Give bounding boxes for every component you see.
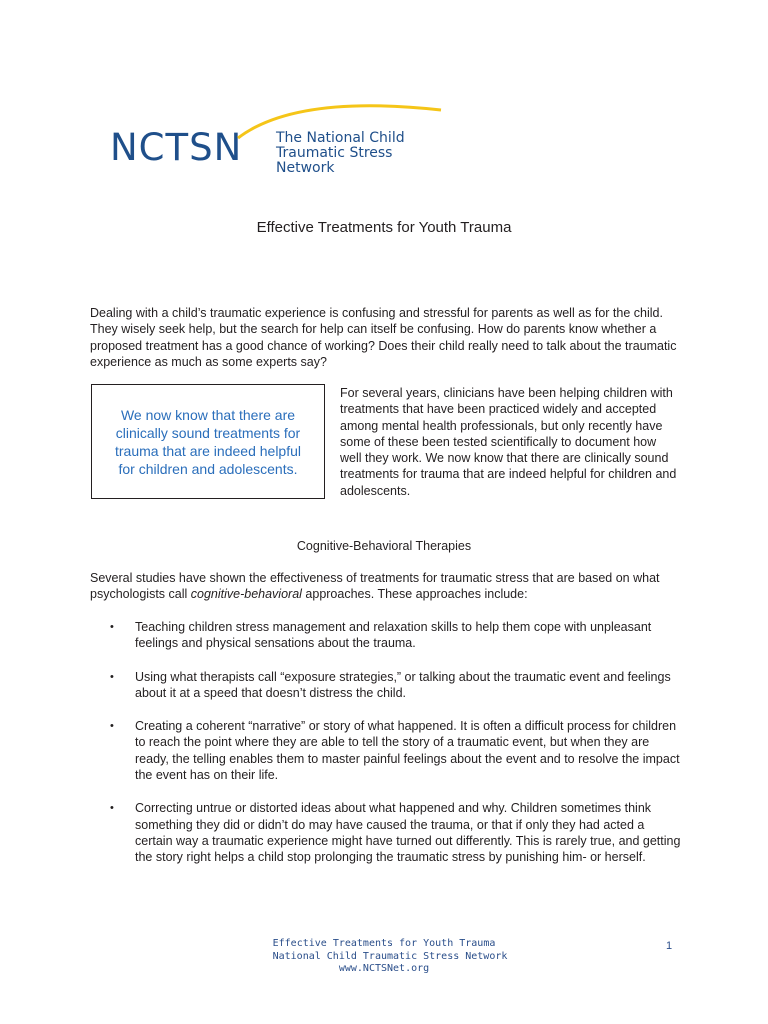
document-title: Effective Treatments for Youth Trauma (256, 219, 512, 236)
nctsn-logo (108, 100, 448, 176)
list-item (110, 718, 685, 783)
intro-paragraph: Dealing with a child’s traumatic experience is confusing and stressful for parents as well as for the child. They wisely seek help, but the search for help can itself be confusing. How do parents know whether a proposed treatment has a good chance of working? Does their child really need to talk about the traumatic experience as much as some experts say? (90, 306, 677, 369)
pull-quote-text: We now know that there are clinically sound treatments for trauma that are indeed helpful for children and adolescents. (114, 406, 301, 477)
list-item (110, 619, 685, 652)
logo-tagline-line1: The National Child (276, 130, 405, 146)
clinicians-paragraph: For several years, clinicians have been helping children with treatments that have been practiced widely and accepted among mental health professionals, but only recently have some of these been tested scientifically to document how well they work. We now know that there are clinically sound treatments for trauma that are indeed helpful for children and adolescents. (340, 386, 677, 498)
bullet-icon: • (110, 670, 114, 683)
footer-doc-title: Effective Treatments for Youth Trauma (272, 938, 496, 949)
footer-website-link[interactable]: www.NCTSNet.org (338, 963, 430, 974)
logo-tagline (276, 131, 448, 176)
studies-emphasis: cognitive-behavioral (190, 587, 302, 602)
list-item-text: Teaching children stress management and relaxation skills to help them cope with unpleasant feelings and physical sensations about the trauma. (135, 620, 652, 651)
approaches-list (110, 619, 685, 883)
studies-paragraph (90, 570, 680, 603)
page-number: 1 (666, 940, 673, 952)
logo-mark: NCTSN (110, 126, 243, 169)
bullet-icon: • (110, 802, 114, 815)
bullet-icon: • (110, 720, 114, 733)
page-footer (0, 938, 768, 976)
studies-text-after: approaches. These approaches include: (301, 587, 528, 602)
list-item-text: Creating a coherent “narrative” or story of what happened. It is often a difficult process for children to reach the point where they are able to tell the story of a traumatic event, but when they are ready, the telling enables them to master painful feelings about the event and to resolve the impact the event has on their life. (135, 719, 680, 783)
list-item-text: Correcting untrue or distorted ideas about what happened and why. Children sometimes think something they did or didn’t do may have caused the trauma, or that if only they had acted a certain way a traumatic experience might have turned out differently. This is rarely true, and getting the story right helps a child stop prolonging the traumatic stress by punishing him- or herself. (135, 801, 681, 865)
pull-quote-box (91, 384, 325, 499)
list-item (110, 800, 685, 865)
footer-org-name: National Child Traumatic Stress Network (272, 950, 508, 962)
bullet-icon: • (110, 621, 114, 633)
studies-text-before: Several studies have shown the effectiveness of treatments for traumatic stress that are based on what psychologists call (90, 571, 660, 602)
list-item-text: Using what therapists call “exposure strategies,” or talking about the traumatic event and feelings about it at a speed that doesn’t distress the child. (135, 669, 671, 700)
list-item (110, 669, 685, 702)
section-heading: Cognitive-Behavioral Therapies (296, 539, 472, 553)
logo-tagline-line2: Traumatic Stress Network (276, 145, 393, 176)
